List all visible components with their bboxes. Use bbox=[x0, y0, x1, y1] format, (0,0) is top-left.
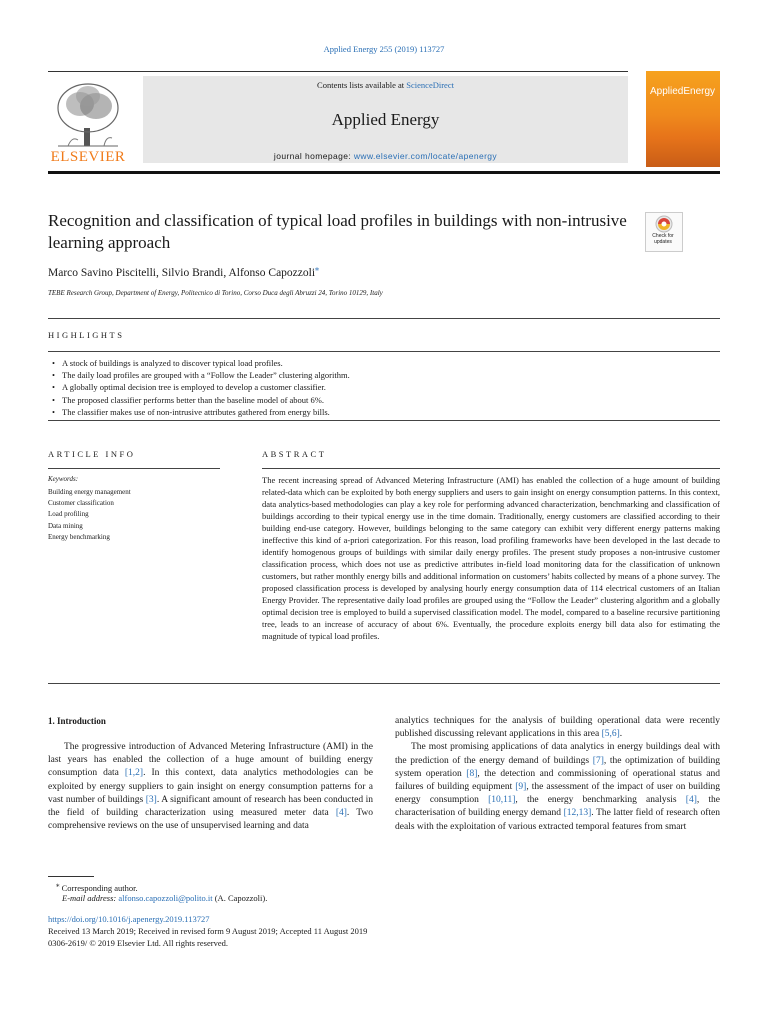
copyright: 0306-2619/ © 2019 Elsevier Ltd. All rights reserved. bbox=[48, 938, 228, 948]
abstract-heading: ABSTRACT bbox=[262, 449, 327, 459]
highlights-top-rule bbox=[48, 318, 720, 319]
journal-reference[interactable]: Applied Energy 255 (2019) 113727 bbox=[323, 44, 445, 54]
citation-link[interactable]: [7] bbox=[592, 755, 604, 766]
highlight-item: • The proposed classifier performs better than the baseline model of about 6%. bbox=[52, 394, 324, 405]
sciencedirect-link[interactable]: ScienceDirect bbox=[406, 80, 454, 90]
paragraph: The progressive introduction of Advanced Metering Infrastructure (AMI) in the last years has enabled the collection of a huge amount of building energy consumption data [1,2]. In this context, data analytics methodologies can be exploited by energy suppliers to gain insight on energy consumption patterns for a vast number of buildings [3]. A significant amount of research has been conducted in the field of building characterization using measured meter data [4]. Two comprehensive reviews on the use of unsupervised learning and data bbox=[48, 742, 374, 832]
citation-link[interactable]: [5,6] bbox=[601, 729, 620, 740]
journal-homepage-link[interactable]: www.elsevier.com/locate/apenergy bbox=[353, 151, 498, 161]
abstract-rule bbox=[262, 468, 720, 469]
cover-title: AppliedEnergy bbox=[650, 86, 716, 97]
authors bbox=[48, 264, 319, 279]
body-column-left bbox=[48, 741, 373, 833]
highlight-item: • The daily load profiles are grouped with a “Follow the Leader” clustering algorithm. bbox=[52, 370, 350, 381]
paragraph: The most promising applications of data analytics in energy buildings deal with the prediction of the energy demand of buildings [7], the optimization of building system operation [8], the detection and commissioning of operational status and failures of building equipment [9], the assessment of the impact of user on building energy consumption [10,11], the energy benchmarking analysis [4], the characterisation of building energy demand [12,13]. The latter field of research often deals with the exploitation of various extracted temporal features from smart bbox=[395, 742, 721, 832]
bullet-icon: • bbox=[52, 394, 55, 405]
body-top-rule bbox=[48, 683, 720, 684]
check-for-updates-label: Check for updates bbox=[652, 233, 674, 245]
contents-prefix: Contents lists available at bbox=[317, 80, 407, 90]
bullet-icon: • bbox=[52, 382, 55, 393]
affiliation: TEBE Research Group, Department of Energy, Politecnico di Torino, Corso Duca degli Abruzzi 24, Torino 10129, Italy bbox=[48, 289, 383, 297]
publisher-wordmark: ELSEVIER bbox=[50, 149, 126, 165]
highlight-item: • A stock of buildings is analyzed to discover typical load profiles. bbox=[52, 358, 283, 368]
keyword-item: Data mining bbox=[48, 521, 83, 530]
article-title: Recognition and classification of typical load profiles in buildings with non-intrusive learning approach bbox=[48, 211, 627, 252]
citation-link[interactable]: [10,11] bbox=[488, 795, 516, 806]
received-dates: Received 13 March 2019; Received in revised form 9 August 2019; Accepted 11 August 2019 bbox=[48, 926, 368, 936]
crossmark-icon bbox=[646, 213, 682, 235]
footnote-mark: ⁎ bbox=[56, 881, 60, 889]
doi-link[interactable]: https://doi.org/10.1016/j.apenergy.2019.113727 bbox=[48, 914, 210, 924]
email-link[interactable]: alfonso.capozzoli@polito.it bbox=[118, 893, 213, 903]
highlights-mid-rule bbox=[48, 351, 720, 352]
highlight-item: • The classifier makes use of non-intrusive attributes gathered from energy bills. bbox=[52, 406, 330, 417]
highlights-list bbox=[52, 357, 712, 418]
corresponding-author-mark[interactable]: ⁎ bbox=[315, 264, 320, 273]
citation-link[interactable]: [4] bbox=[335, 808, 347, 819]
citation-link[interactable]: [12,13] bbox=[563, 808, 592, 819]
highlights-bottom-rule bbox=[48, 420, 720, 421]
citation-link[interactable]: [3] bbox=[145, 794, 157, 805]
body-column-right bbox=[395, 715, 720, 834]
highlight-item: • A globally optimal decision tree is employed to develop a customer classifier. bbox=[52, 382, 326, 393]
bullet-icon: • bbox=[52, 370, 55, 381]
journal-name: Applied Energy bbox=[331, 110, 440, 129]
corresponding-author-note: ⁎ Corresponding author. bbox=[56, 881, 138, 893]
contents-line bbox=[143, 80, 628, 90]
journal-homepage-line bbox=[143, 151, 628, 161]
bullet-icon: • bbox=[52, 358, 55, 368]
email-note: E-mail address: alfonso.capozzoli@polito.it (A. Capozzoli). bbox=[62, 893, 268, 903]
bullet-icon: • bbox=[52, 406, 55, 417]
citation-link[interactable]: [8] bbox=[466, 768, 478, 779]
keyword-item: Building energy management bbox=[48, 488, 131, 496]
abstract-text: The recent increasing spread of Advanced Metering Infrastructure (AMI) has enabled the collection of a huge amount of building related-data which can be exploited by both energy suppliers and users to gain insight on energy consumption patterns. In this context, data analytics-based methodologies can play a key role for performing advanced characterization, benchmarking and classification of buildings according to their typical energy use in the time domain. Traditionally, energy customers are classified according to their building end-use category. However, buildings belonging to the same category can exhibit very different energy patterns making ineffective this kind of a-priori categorization. For this reason, load profiling frameworks have been developed in the last decade to identify homogenous groups of buildings with similar daily energy profiles. The present study proposes a non-intrusive customer classification process, which does not use as predictive attributes in-field load monitoring data for the classification of unknown customers, but rather monthly energy bills and additional information on customers’ habits collected by means of a phone survey. The proposed classification process is developed by analysing hourly energy consumption data of 114 electrical customers of an Italian Energy Provider. The representative daily load profiles are grouped using the “Follow the Leader” clustering algorithm and a globally optimal decision tree is employed to build a supervised classification model. The model, compared to a baseline recursive partitioning tree, leads to an increase of accuracy of about 6%. Eventually, the procedure exploits energy bill data also for estimating the magnitude of typical load profiles. bbox=[262, 475, 720, 641]
check-for-updates-badge[interactable] bbox=[645, 212, 683, 252]
keywords-list bbox=[48, 487, 131, 543]
paragraph: analytics techniques for the analysis of building operational data were recently published discussing relevant applications in this area [5,6]. bbox=[395, 716, 720, 740]
keywords-label: Keywords: bbox=[48, 475, 79, 483]
citation-link[interactable]: [9] bbox=[515, 782, 527, 793]
email-label: E-mail address: bbox=[62, 893, 119, 903]
article-info-rule bbox=[48, 468, 220, 469]
author-names: Marco Savino Piscitelli, Silvio Brandi, Alfonso Capozzoli bbox=[48, 266, 316, 279]
homepage-prefix: journal homepage: bbox=[273, 151, 354, 161]
keyword-item: Customer classification bbox=[48, 499, 114, 508]
keyword-item: Load profiling bbox=[48, 510, 89, 519]
citation-link[interactable]: [1,2] bbox=[124, 768, 144, 779]
highlights-heading: HIGHLIGHTS bbox=[48, 330, 125, 340]
header-top-rule bbox=[48, 71, 628, 72]
header-bottom-rule bbox=[48, 171, 720, 174]
footnote-rule bbox=[48, 876, 94, 877]
article-info-heading: ARTICLE INFO bbox=[48, 449, 136, 459]
keyword-item: Energy benchmarking bbox=[48, 532, 110, 541]
introduction-heading: 1. Introduction bbox=[48, 716, 106, 726]
citation-link[interactable]: [4] bbox=[685, 795, 697, 806]
